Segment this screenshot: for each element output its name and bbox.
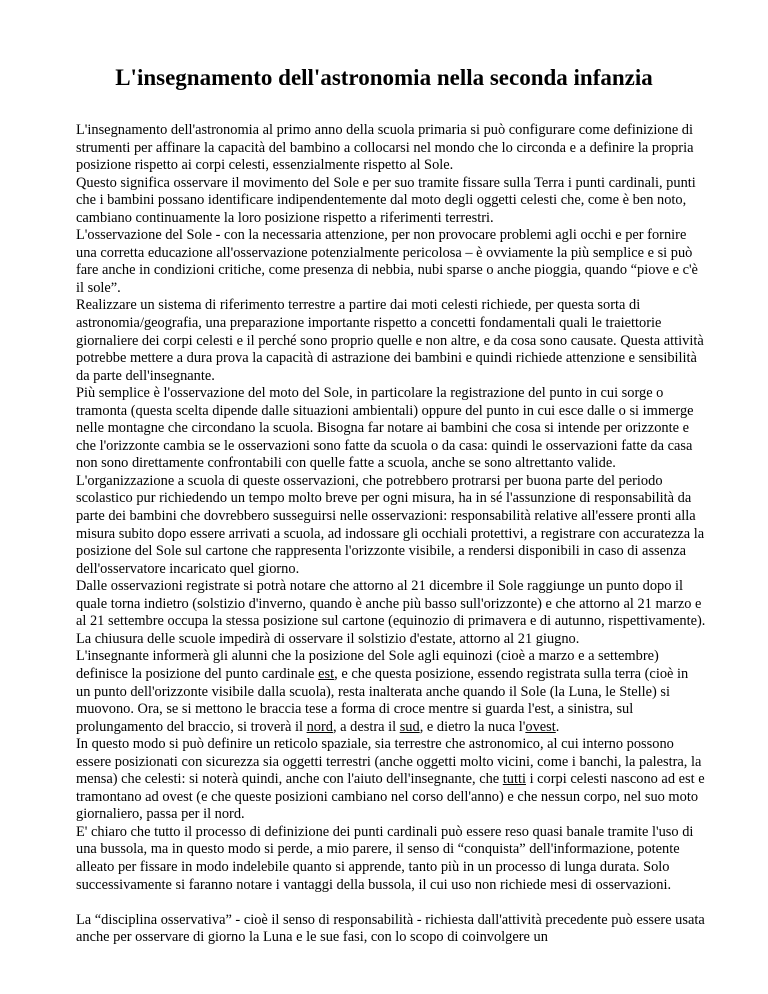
paragraph-text: L'osservazione del Sole - con la necessaria attenzione, per non provocare problemi agli occhi e per fornire una corretta educazione all'osservazione potenzialmente pericolosa – è ovviamente la più semplice e si può fare anche in condizioni critiche, come presenza di nebbia, nubi sparse o anche pioggia, quando “piove e c'è il sole”. xyxy=(76,227,698,296)
paragraph xyxy=(76,297,706,385)
paragraph-text: . xyxy=(555,718,560,735)
document-body xyxy=(76,122,706,947)
paragraph xyxy=(76,912,706,947)
paragraph xyxy=(76,122,706,175)
paragraph-text: Più semplice è l'osservazione del moto del Sole, in particolare la registrazione del punto in cui sorge o tramonta (questa scelta dipende dalle situazioni ambientali) oppure del punto in cui esce dalle o si immerge nelle montagne che circondano la scuola. Bisogna far notare ai bambini che cosa si intende per orizzonte e che l'orizzonte cambia se le osservazioni sono fatte da scuola o da casa: quindi le osservazioni fatte da casa non sono direttamente confrontabili con quelle fatte a scuola, anche se sono altrettanto valide. L'organizzazione a scuola di queste osservazioni, che potrebbero protrarsi per buona parte del periodo scolastico pur richiedendo un tempo molto breve per ogni misura, ha in sé l'assunzione di responsabilità da parte dei bambini che dovrebbero susseguirsi nelle osservazioni: responsabilità relative all'essere pronti alla misura subito dopo essere arrivati a scuola, ad indossare gli occhiali protettivi, a registrare con accuratezza la posizione del Sole sul cartone che rappresenta l'orizzonte visibile, a rendersi disponibili in caso di assenza dell'osservatore incaricato quel giorno. xyxy=(76,385,705,577)
paragraph xyxy=(76,175,706,228)
paragraph xyxy=(76,385,706,578)
paragraph-text: i corpi celesti nascono ad est e tramontano ad ovest (e che queste posizioni cambiano nel corso dell'anno) e che nessun corpo, nel suo moto giornaliero, passa per il nord. xyxy=(76,771,705,823)
paragraph-text: Realizzare un sistema di riferimento terrestre a partire dai moti celesti richiede, per questa sorta di astronomia/geografia, una preparazione importante rispetto a concetti fondamentali quali le traiettorie giornaliere dei corpi celesti e il perché sono proprio quelle e non altre, e da cosa sono causate. Questa attività potrebbe mettere a dura prova la capacità di astrazione dei bambini e quindi richiede attenzione e sensibilità da parte dell'insegnante. xyxy=(76,297,704,384)
underlined-word: ovest xyxy=(525,718,556,735)
paragraph-text: , e dietro la nuca l' xyxy=(419,718,526,735)
paragraph-text: La “disciplina osservativa” - cioè il senso di responsabilità - richiesta dall'attività precedente può essere usata anche per osservare di giorno la Luna e le sue fasi, con lo scopo di coinvolgere un xyxy=(76,911,705,946)
paragraph-text: , e che questa posizione, essendo registrata sulla terra (cioè in un punto dell'orizzonte visibile dalla scuola), resta inalterata anche quando il Sole (la Luna, le Stelle) si muovono. Ora, se si mettono le braccia tese a forma di croce mentre si guarda l'est, a sinistra, sul prolungamento del braccio, si troverà il xyxy=(76,665,689,735)
paragraph-text: L'insegnante informerà gli alunni che la posizione del Sole agli equinozi (cioè a marzo e a settembre) definisce la posizione del punto cardinale xyxy=(76,648,659,682)
paragraph xyxy=(76,736,706,824)
underlined-word: tutti xyxy=(502,771,526,788)
page-title: L'insegnamento dell'astronomia nella seconda infanzia xyxy=(115,65,653,90)
paragraph-text: Dalle osservazioni registrate si potrà notare che attorno al 21 dicembre il Sole raggiunge un punto dopo il quale torna indietro (solstizio d'inverno, quando è anche più basso sull'orizzonte) e che attorno al 21 marzo e al 21 settembre occupa la stessa posizione sul cartone (equinozio di primavera e di autunno, rispettivamente). La chiusura delle scuole impedirà di osservare il solstizio d'estate, attorno al 21 giugno. xyxy=(76,578,706,647)
underlined-word: sud xyxy=(399,718,420,735)
paragraph xyxy=(76,824,706,894)
paragraph-text: L'insegnamento dell'astronomia al primo anno della scuola primaria si può configurare come definizione di strumenti per affinare la capacità del bambino a collocarsi nel mondo che lo circonda e a definire la propria posizione rispetto ai corpi celesti, essenzialmente rispetto al Sole. xyxy=(76,122,694,174)
paragraph xyxy=(76,648,706,736)
underlined-word: est xyxy=(318,665,335,682)
paragraph xyxy=(76,227,706,297)
paragraph-text: In questo modo si può definire un reticolo spaziale, sia terrestre che astronomico, al cui interno possono essere posizionati con sicurezza sia oggetti terrestri (anche oggetti molto vicini, come i banchi, la palestra, la mensa) che celesti: si noterà quindi, anche con l'aiuto dell'insegnante, che xyxy=(76,736,702,788)
paragraph-text: E' chiaro che tutto il processo di definizione dei punti cardinali può essere reso quasi banale tramite l'uso di una bussola, ma in questo modo si perde, a mio parere, il senso di “conquista” dell'informazione, potente alleato per fissare in modo indelebile quanto si apprende, tanto più in un processo di lunga durata. Solo successivamente si faranno notare i vantaggi della bussola, il cui uso non richiede mesi di osservazioni. xyxy=(76,823,694,893)
paragraph xyxy=(76,578,706,648)
underlined-word: nord xyxy=(306,718,333,735)
paragraph-text: Questo significa osservare il movimento del Sole e per suo tramite fissare sulla Terra i punti cardinali, punti che i bambini possano identificare indipendentemente dal moto degli oggetti celesti che, come è ben noto, cambiano continuamente la loro posizione rispetto a riferimenti terrestri. xyxy=(76,174,696,226)
paragraph-text: , a destra il xyxy=(332,718,400,735)
